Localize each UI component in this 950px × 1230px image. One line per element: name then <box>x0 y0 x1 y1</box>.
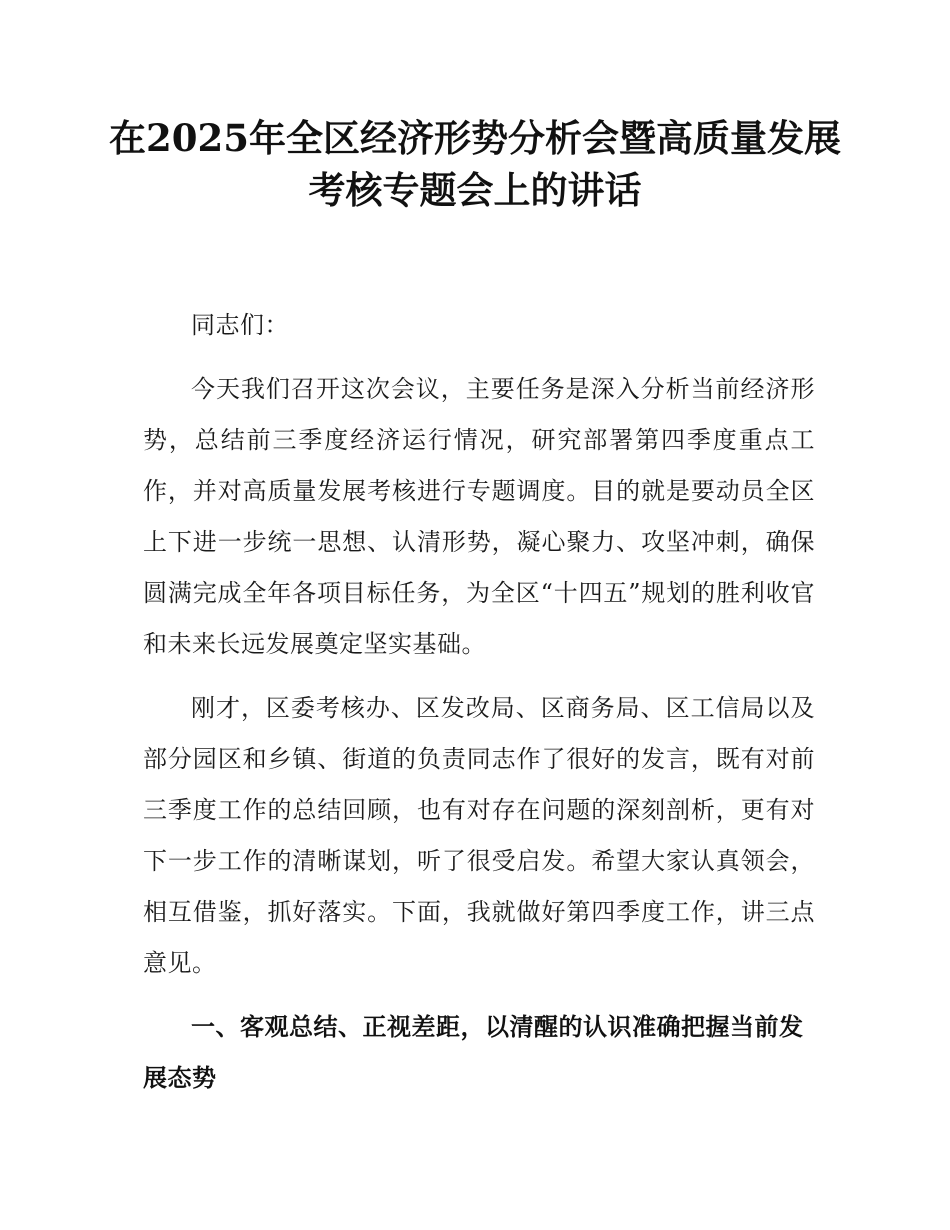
paragraph-intro: 今天我们召开这次会议，主要任务是深入分析当前经济形势，总结前三季度经济运行情况，研究部署第四季度重点工作，并对高质量发展考核进行专题调度。目的就是要动员全区上下进一步统一思想、认清形势，凝心聚力、攻坚冲刺，确保圆满完成全年各项目标任务，为全区“十四五”规划的胜利收官和未来长远发展奠定坚实基础。 <box>143 375 815 658</box>
document-body <box>143 300 815 1104</box>
greeting: 同志们： <box>191 311 289 339</box>
paragraph-review: 刚才，区委考核办、区发改局、区商务局、区工信局以及部分园区和乡镇、街道的负责同志作了很好的发言，既有对前三季度工作的总结回顾，也有对存在问题的深刻剖析，更有对下一步工作的清晰谋划，听了很受启发。希望大家认真领会，相互借鉴，抓好落实。下面，我就做好第四季度工作，讲三点意见。 <box>143 694 815 977</box>
title-line-1: 在2025年全区经济形势分析会暨高质量发展 <box>109 116 841 160</box>
document-title <box>0 112 950 216</box>
section-heading-1: 一、客观总结、正视差距，以清醒的认识准确把握当前发展态势 <box>143 1013 804 1092</box>
title-line-2: 考核专题会上的讲话 <box>308 168 642 212</box>
